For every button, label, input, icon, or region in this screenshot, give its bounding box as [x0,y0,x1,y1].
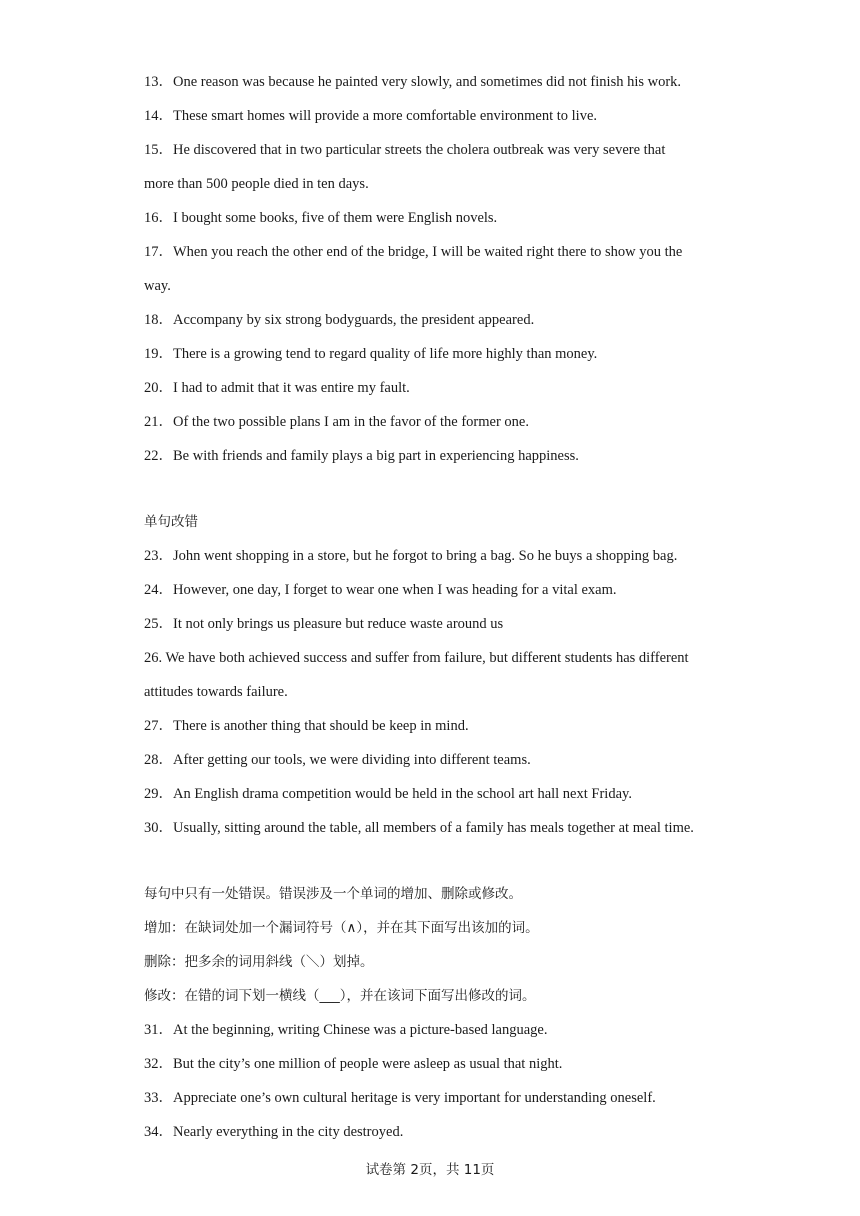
instruction-rule: 每句中只有一处错误。错误涉及一个单词的增加、删除或修改。 [144,886,522,902]
question-16: 16．I bought some books, five of them were English novels. [144,210,498,226]
instruction-delete: 删除：把多余的词用斜线（＼）划掉。 [144,954,374,970]
page-footer: 试卷第 2页，共 11页 [365,1162,495,1178]
question-26: 26. We have both achieved success and suffer from failure, but different students has different [144,650,689,666]
question-15-continued: more than 500 people died in ten days. [144,176,369,192]
question-19: 19．There is a growing tend to regard quality of life more highly than money. [144,346,598,362]
question-18: 18．Accompany by six strong bodyguards, the president appeared. [144,312,535,328]
question-17: 17．When you reach the other end of the bridge, I will be waited right there to show you the [144,244,683,260]
question-32: 32．But the city’s one million of people were asleep as usual that night. [144,1056,563,1072]
question-13: 13．One reason was because he painted very slowly, and sometimes did not finish his work. [144,74,682,90]
question-21: 21．Of the two possible plans I am in the favor of the former one. [144,414,529,430]
question-27: 27．There is another thing that should be keep in mind. [144,718,469,734]
question-26-continued: attitudes towards failure. [144,684,288,700]
question-28: 28．After getting our tools, we were dividing into different teams. [144,752,531,768]
question-24: 24．However, one day, I forget to wear one when I was heading for a vital exam. [144,582,617,598]
question-15: 15．He discovered that in two particular streets the cholera outbreak was very severe that [144,142,666,158]
question-33: 33．Appreciate one’s own cultural heritage is very important for understanding oneself. [144,1090,656,1106]
question-25: 25．It not only brings us pleasure but reduce waste around us [144,616,504,632]
question-23: 23．John went shopping in a store, but he forgot to bring a bag. So he buys a shopping bag. [144,548,678,564]
question-30: 30．Usually, sitting around the table, all members of a family has meals together at meal time. [144,820,694,836]
question-20: 20．I had to admit that it was entire my fault. [144,380,410,396]
question-17-continued: way. [144,278,171,294]
question-31: 31．At the beginning, writing Chinese was a picture-based language. [144,1022,548,1038]
section-title-single-sentence-correction: 单句改错 [144,514,198,530]
question-14: 14．These smart homes will provide a more comfortable environment to live. [144,108,598,124]
question-34: 34．Nearly everything in the city destroyed. [144,1124,404,1140]
question-22: 22．Be with friends and family plays a big part in experiencing happiness. [144,448,579,464]
instruction-modify: 修改：在错的词下划一横线（___），并在该词下面写出修改的词。 [144,988,536,1004]
question-29: 29．An English drama competition would be held in the school art hall next Friday. [144,786,632,802]
instruction-add: 增加：在缺词处加一个漏词符号（∧），并在其下面写出该加的词。 [144,920,539,936]
